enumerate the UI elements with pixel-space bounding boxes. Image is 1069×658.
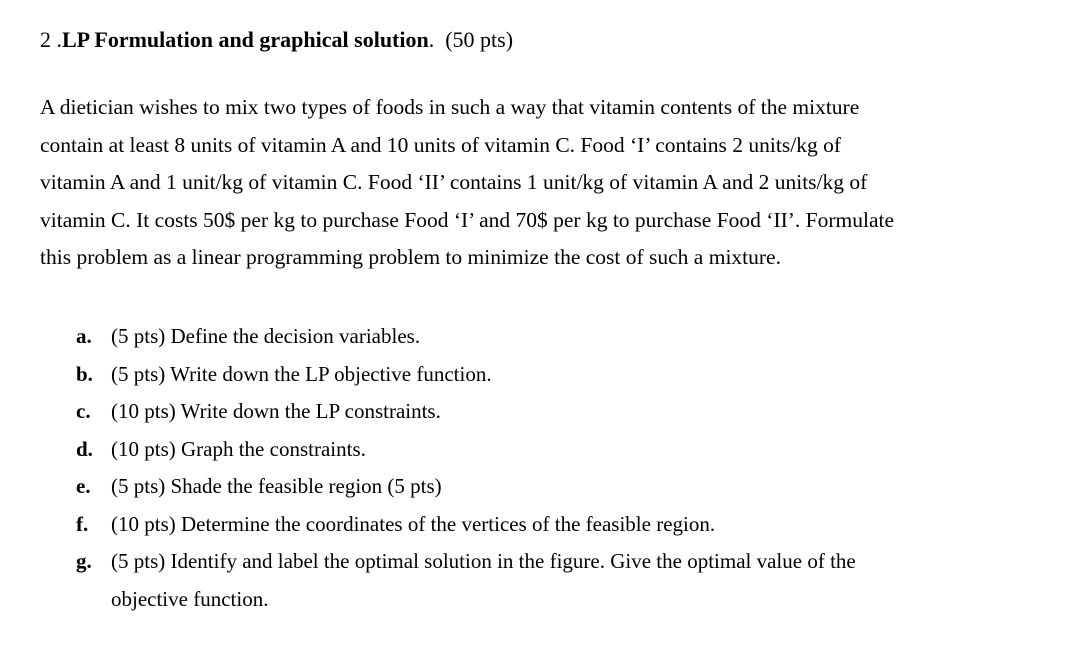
task-item-c [76,393,1016,431]
task-marker: a. [76,324,92,348]
task-line: (10 pts) Graph the constraints. [111,436,366,461]
task-item-a [76,318,1016,356]
task-line: (10 pts) Determine the coordinates of the vertices of the feasible region. [111,511,716,536]
task-text [111,543,1016,618]
problem-statement [40,89,1000,277]
question-title: LP Formulation and graphical solution [62,27,429,52]
problem-line: A dietician wishes to mix two types of foods in such a way that vitamin contents of the mixture [40,95,860,119]
task-marker: c. [76,399,91,423]
task-item-b [76,356,1016,394]
problem-line: contain at least 8 units of vitamin A and 10 units of vitamin C. Food ‘I’ contains 2 units/kg of [40,132,841,157]
task-marker: d. [76,436,93,461]
task-list [76,318,1016,618]
task-text [111,318,1016,356]
task-text [111,431,1016,469]
problem-line: vitamin A and 1 unit/kg of vitamin C. Food ‘II’ contains 1 unit/kg of vitamin A and 2 units/kg of [40,170,868,194]
task-marker: e. [76,474,91,498]
task-text [111,356,1016,394]
task-line: (5 pts) Define the decision variables. [111,324,421,348]
task-item-e [76,468,1016,506]
task-item-d [76,431,1016,469]
problem-line: vitamin C. It costs 50$ per kg to purchase Food ‘I’ and 70$ per kg to purchase Food ‘II’. Formulate [40,207,895,232]
task-line: (5 pts) Shade the feasible region (5 pts) [111,474,442,498]
task-marker: b. [76,361,93,386]
question-heading [40,24,513,56]
task-item-g [76,543,1016,618]
task-marker: f. [76,511,89,536]
question-points: (50 pts) [445,27,514,52]
task-text [111,506,1016,544]
task-line: (5 pts) Identify and label the optimal solution in the figure. Give the optimal value of the [111,549,856,573]
task-text [111,468,1016,506]
task-line: (10 pts) Write down the LP constraints. [111,399,441,423]
title-period: . [428,27,435,52]
problem-line: this problem as a linear programming problem to minimize the cost of such a mixture. [40,245,781,269]
task-line: objective function. [111,586,269,611]
task-text [111,393,1016,431]
question-number: 2 . [40,27,62,52]
task-item-f [76,506,1016,544]
task-line: (5 pts) Write down the LP objective function. [111,361,492,386]
task-marker: g. [76,549,92,573]
